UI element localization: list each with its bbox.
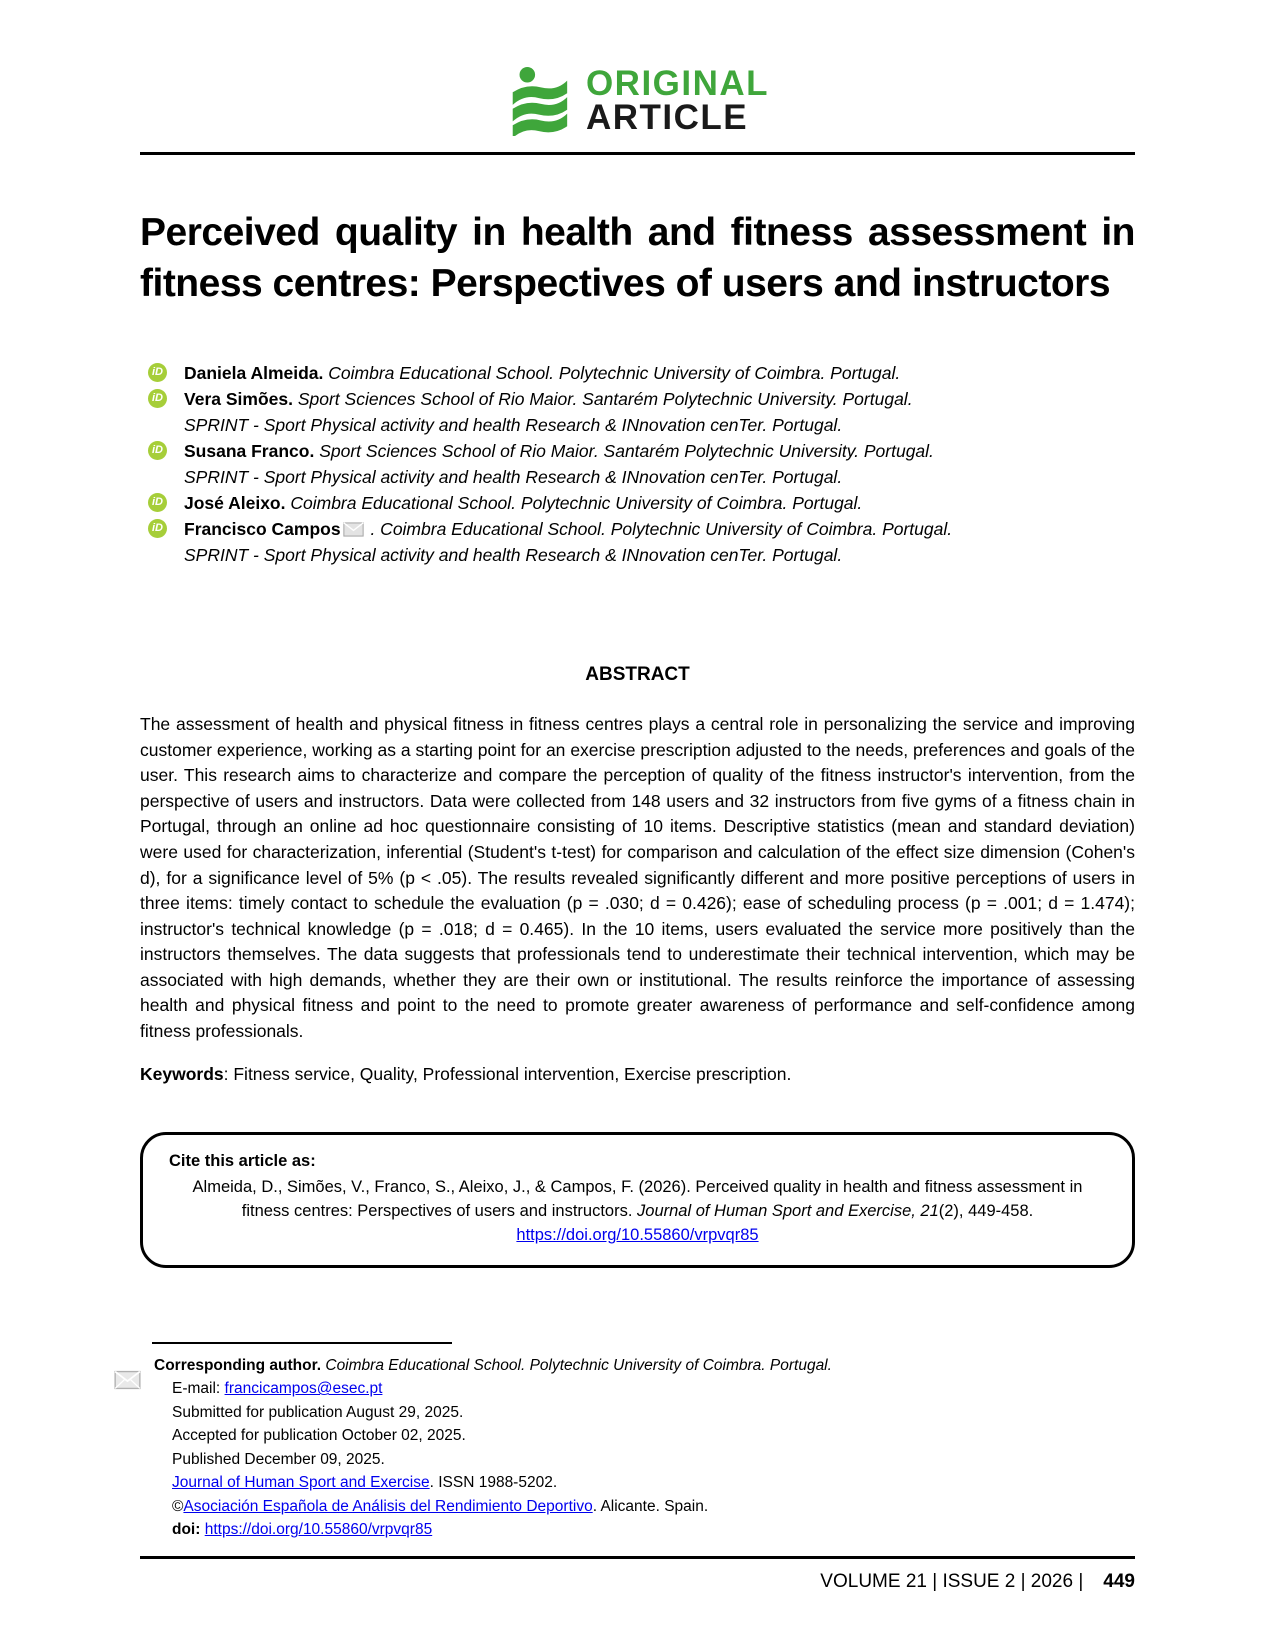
author-row: [140, 386, 1135, 412]
author-affiliation-2: SPRINT - Sport Physical activity and health Research & INnovation cenTer. Portugal.: [184, 544, 843, 565]
volume-issue-line: [140, 1571, 1135, 1593]
keywords-text: : Fitness service, Quality, Professional intervention, Exercise prescription.: [223, 1064, 792, 1085]
citation-journal: Journal of Human Sport and Exercise, 21: [637, 1201, 939, 1220]
author-entry: [184, 386, 913, 412]
masthead-line-original: ORIGINAL: [585, 63, 770, 103]
cite-box-heading: Cite this article as:: [169, 1151, 316, 1170]
corresponding-envelope-icon: [114, 1370, 141, 1390]
citation-part1: Almeida, D., Simões, V., Franco, S., Aleixo, J., & Campos, F. (2026). Perceived quality in health and fitness assessment in fitness centres: Perspectives of users and instructors.: [192, 1177, 1083, 1220]
article-footnote: [140, 1342, 1135, 1542]
author-name: Francisco Campos: [184, 518, 341, 539]
author-entry: [184, 516, 952, 542]
author-entry: [184, 490, 862, 516]
citation-doi-link[interactable]: https://doi.org/10.55860/vrpvqr85: [516, 1225, 759, 1244]
orcid-icon[interactable]: iD: [148, 519, 167, 538]
corresponding-author-affiliation: Coimbra Educational School. Polytechnic University of Coimbra. Portugal.: [321, 1356, 832, 1374]
author-row: [140, 516, 1135, 542]
submitted-line: Submitted for publication August 29, 2025.: [172, 1403, 464, 1421]
author-row: [140, 360, 1135, 386]
author-name: José Aleixo.: [184, 492, 286, 513]
journal-masthead: [140, 63, 1135, 137]
author-row: [140, 490, 1135, 516]
copyright-line: [140, 1495, 1135, 1519]
email-label: E-mail:: [172, 1380, 225, 1398]
doi-link[interactable]: https://doi.org/10.55860/vrpvqr85: [204, 1521, 433, 1539]
journal-line: [140, 1471, 1135, 1495]
footer-divider: [140, 1556, 1135, 1559]
journal-masthead-text: [585, 63, 770, 137]
citation-part2: (2), 449-458.: [938, 1201, 1034, 1220]
footnote-divider: [152, 1342, 452, 1344]
orcid-icon[interactable]: iD: [148, 389, 167, 408]
author-name: Susana Franco.: [184, 440, 315, 461]
author-affiliation: Coimbra Educational School. Polytechnic University of Coimbra. Portugal.: [328, 362, 901, 383]
author-affiliation: Coimbra Educational School. Polytechnic University of Coimbra. Portugal.: [290, 492, 863, 513]
corresponding-envelope-icon: [343, 522, 364, 537]
doi-line: [140, 1518, 1135, 1542]
journal-logo-icon: [506, 66, 570, 136]
corresponding-author-label: Corresponding author.: [154, 1356, 322, 1374]
cite-this-article-box: [140, 1132, 1135, 1268]
association-link[interactable]: Asociación Española de Análisis del Rendimiento Deportivo: [183, 1497, 593, 1515]
header-divider: [140, 152, 1135, 155]
author-affiliation-2: SPRINT - Sport Physical activity and health Research & INnovation cenTer. Portugal.: [184, 466, 843, 487]
volume-issue-text: VOLUME 21 | ISSUE 2 | 2026 |: [820, 1570, 1084, 1592]
author-affiliation: Sport Sciences School of Rio Maior. Santarém Polytechnic University. Portugal.: [319, 440, 934, 461]
article-title: Perceived quality in health and fitness assessment in fitness centres: Perspectives of users and instructors: [140, 211, 1135, 306]
corresponding-author-line: [140, 1354, 1135, 1378]
keywords-line: [140, 1062, 1135, 1088]
published-line: Published December 09, 2025.: [172, 1450, 385, 1468]
author-list: [140, 360, 1135, 568]
author-row: [140, 438, 1135, 464]
author-name: Vera Simões.: [184, 388, 293, 409]
abstract-text: The assessment of health and physical fitness in fitness centres plays a central role in personalizing the service and improving customer experience, working as a starting point for an exercise prescription adjusted to the needs, preferences and goals of the user. This research aims to characterize and compare the perception of quality of the fitness instructor's intervention, from the perspective of users and instructors. Data were collected from 148 users and 32 instructors from five gyms of a fitness chain in Portugal, through an online ad hoc questionnaire consisting of 10 items. Descriptive statistics (mean and standard deviation) were used for characterization, inferential (Student's t-test) for comparison and calculation of the effect size dimension (Cohen's d), for a significance level of 5% (p < .05). The results revealed significantly different and more positive perceptions of users in three items: timely contact to schedule the evaluation (p = .030; d = 0.426); ease of scheduling process (p = .001; d = 1.474); instructor's technical knowledge (p = .018; d = 0.465). In the 10 items, users evaluated the service more positively than the instructors themselves. The data suggests that professionals tend to underestimate their technical intervention, which may be associated with high demands, whether they are their own or institutional. The results reinforce the importance of assessing health and physical fitness and point to the need to promote greater awareness of performance and self-confidence among fitness professionals.: [140, 713, 1135, 1042]
journal-issn: . ISSN 1988-5202.: [429, 1474, 558, 1492]
author-entry: [184, 438, 934, 464]
abstract-heading: ABSTRACT: [585, 663, 690, 685]
copyright-symbol: ©: [172, 1497, 184, 1515]
orcid-icon[interactable]: iD: [148, 493, 167, 512]
email-line: [140, 1377, 1135, 1401]
author-affiliation: Sport Sciences School of Rio Maior. Santarém Polytechnic University. Portugal.: [297, 388, 913, 409]
orcid-icon[interactable]: iD: [148, 441, 167, 460]
email-link[interactable]: francicampos@esec.pt: [224, 1380, 383, 1398]
author-entry: [184, 360, 900, 386]
accepted-line: Accepted for publication October 02, 2025.: [172, 1427, 466, 1445]
author-name: Daniela Almeida.: [184, 362, 324, 383]
doi-label: doi:: [172, 1521, 205, 1539]
citation-text: [169, 1175, 1106, 1247]
masthead-line-article: ARTICLE: [585, 98, 749, 137]
page-number: 449: [1103, 1570, 1135, 1592]
orcid-icon[interactable]: iD: [148, 363, 167, 382]
keywords-label: Keywords: [140, 1064, 224, 1085]
copyright-location: . Alicante. Spain.: [592, 1497, 709, 1515]
author-affiliation-2: SPRINT - Sport Physical activity and health Research & INnovation cenTer. Portugal.: [184, 414, 843, 435]
author-affiliation: . Coimbra Educational School. Polytechnic University of Coimbra. Portugal.: [370, 518, 953, 539]
journal-link[interactable]: Journal of Human Sport and Exercise: [172, 1474, 430, 1492]
